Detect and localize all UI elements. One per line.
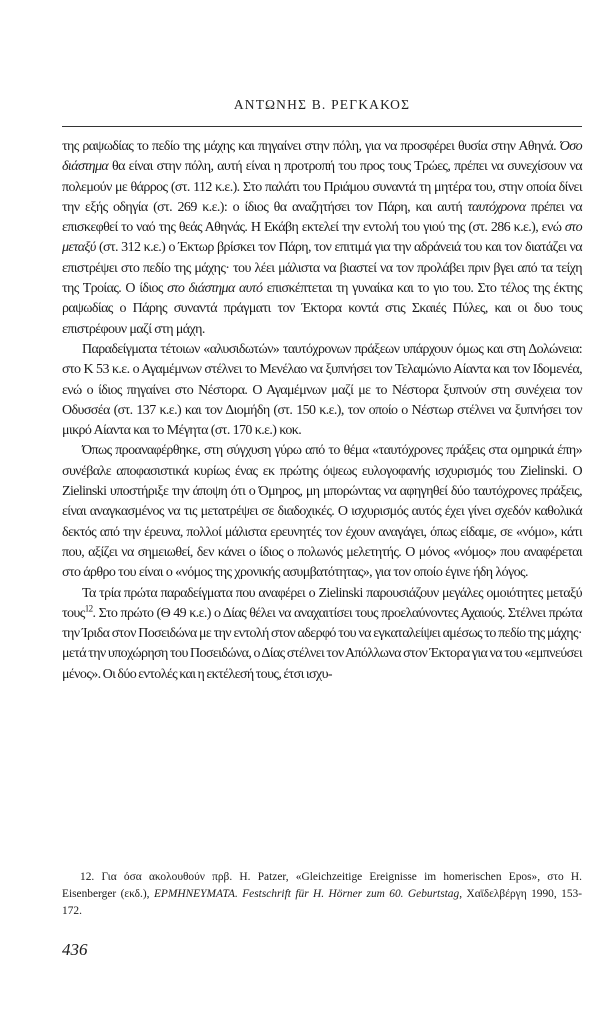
text-run: Τα τρία πρώτα παραδείγματα που αναφέρει ο Zielinski παρουσιάζουν μεγάλες ομοιότητες μεταξύ τους <box>62 585 582 621</box>
paragraph <box>62 137 582 340</box>
footnote-text <box>62 871 582 917</box>
italic-text: Όσο διάστημα <box>62 139 582 175</box>
footnote <box>62 869 582 920</box>
book-page <box>62 0 582 1024</box>
paragraph <box>62 584 582 685</box>
italic-text: στο διάστημα αυτό <box>167 281 263 297</box>
italic-text: στο μεταξύ <box>62 220 582 256</box>
text-run: . Στο πρώτο (Θ 49 κ.ε.) ο Δίας θέλει να αναχαιτίσει τους προελαύνοντες Αχαιούς. Στέλνει πρώτα την Ίριδα στον Ποσειδώνα με την εντολή στον αδερφό του να εγκαταλείψει αμέσως το πεδίο της μάχης· μετά την υποχώρηση του Ποσειδώνα, ο Δίας στέλνει τον Απόλλωνα στον Έκτορα για να του «εμπνεύσει μένος». Οι δύο εντολές και η εκτέλεσή τους, έτσι ισχυ- <box>62 605 582 682</box>
text-run: Παραδείγματα τέτοιων «αλυσιδωτών» ταυτόχρονων πράξεων υπάρχουν όμως και στη Δολώνεια: στο Κ 53 κ.ε. ο Αγαμέμνων στέλνει το Μενέλαο να ξυπνήσει τον Τελαμώνιο Αίαντα και τον Ιδομενέα, ενώ ο ίδιος πηγαίνει στο Νέστορα. Ο Αγαμέμνων μαζί με το Νέστορα ξυπνούν στη συνέχεια τον Οδυσσέα (στ. 137 κ.ε.) και τον Διομήδη (στ. 150 κ.ε.), τον οποίο ο Νέστωρ στέλνει να ξυπνήσει τον μικρό Αίαντα και το Μέγητα (στ. 170 κ.ε.) κοκ. <box>62 341 582 439</box>
page-number: 436 <box>62 940 88 959</box>
text-run: (στ. 312 κ.ε.) ο Έκτωρ βρίσκει τον Πάρη, τον επιτιμά για την αδράνειά του και τον διατάζει να επιστρέψει στο πεδίο της μάχης· του λέει μάλιστα να βιαστεί να τον προλάβει πριν βγει από τα τείχη της Τροίας. Ο ίδιος <box>62 240 582 297</box>
footnote-12 <box>62 869 582 920</box>
body-text <box>62 137 582 685</box>
text-run: θα είναι στην πόλη, αυτή είναι η προτροπή του προς τους Τρώες, πρέπει να συνεχίσουν να πολεμούν με θάρρος (στ. 112 κ.ε.). Στο παλάτι του Πριάμου συναντά τη μητέρα του, στην οποία δίνει την εξής οδηγία (στ. 269 κ.ε.): ο ίδιος θα αναζητήσει τον Πάρη, και αυτή <box>62 159 582 215</box>
text-run: πρέπει να επισκεφθεί το ναό της θεάς Αθηνάς. Η Εκάβη εκτελεί την εντολή του γιού της (στ. 286 κ.ε.), ενώ <box>62 199 582 236</box>
text-run: επισκέπτεται τη γυναίκα και το γιο του. Στο τέλος της έκτης ραψωδίας ο Πάρης συναντά πράγματι τον Έκτορα κοντά στις Σκαιές Πύλες, και οι δυο τους επιστρέφουν μαζί στη μάχη. <box>62 281 582 337</box>
running-header: ΑΝΤΩΝΗΣ Β. ΡΕΓΚΑΚΟΣ <box>233 97 411 112</box>
text-run: Για όσα ακολουθούν πρβ. H. Patzer, «Gleichzeitige Ereignisse im homerischen Epos», στο H. Eisenberger (εκδ.), <box>62 871 582 900</box>
text-run: της ραψωδίας το πεδίο της μάχης και πηγαίνει στην πόλη, για να προσφέρει θυσία στην Αθηνά. <box>62 139 560 154</box>
italic-text: ΕΡΜΗΝΕΥΜΑΤΑ. Festschrift für H. Hörner zum 60. Geburtstag <box>153 888 460 900</box>
text-run: , Χαϊδελβέργη 1990, 153-172. <box>62 888 582 917</box>
footnote-reference: 12 <box>84 603 93 614</box>
italic-text: ταυτόχρονα <box>467 199 526 215</box>
footnote-number: 12. <box>80 871 95 883</box>
text-run: Όπως προαναφέρθηκε, στη σύγχυση γύρω από το θέμα «ταυτόχρονες πράξεις στα ομηρικά έπη» συνέβαλε αποφασιστικά κυρίως ένας εκ πρώτης όψεως ευλογοφανής ισχυρισμός του Zielinski. Ο Zielinski υποστήριξε την άποψη ότι ο Όμηρος, μη μπορώντας να αφηγηθεί δύο ταυτόχρονες πράξεις, είναι αναγκασμένος να τις μετατρέψει σε διαδοχικές. Ο ισχυρισμός αυτός έχει γίνει σχεδόν καθολικά δεκτός από την έρευνα, πολλοί μάλιστα ερευνητές τον έχουν αναγάγει, όπως είδαμε, σε «νόμο», κάτι που, αξίζει να σημειωθεί, δεν κάνει ο ίδιος ο πολωνός μελετητής. Ο μόνος «νόμος» που αναφέρεται στο άρθρο του είναι ο «νόμος της χρονικής ασυμβατότητας», για τον οποίο έγινε ήδη λόγος. <box>62 443 582 581</box>
paragraph <box>62 340 582 441</box>
header-rule <box>62 126 582 127</box>
paragraph <box>62 441 582 583</box>
